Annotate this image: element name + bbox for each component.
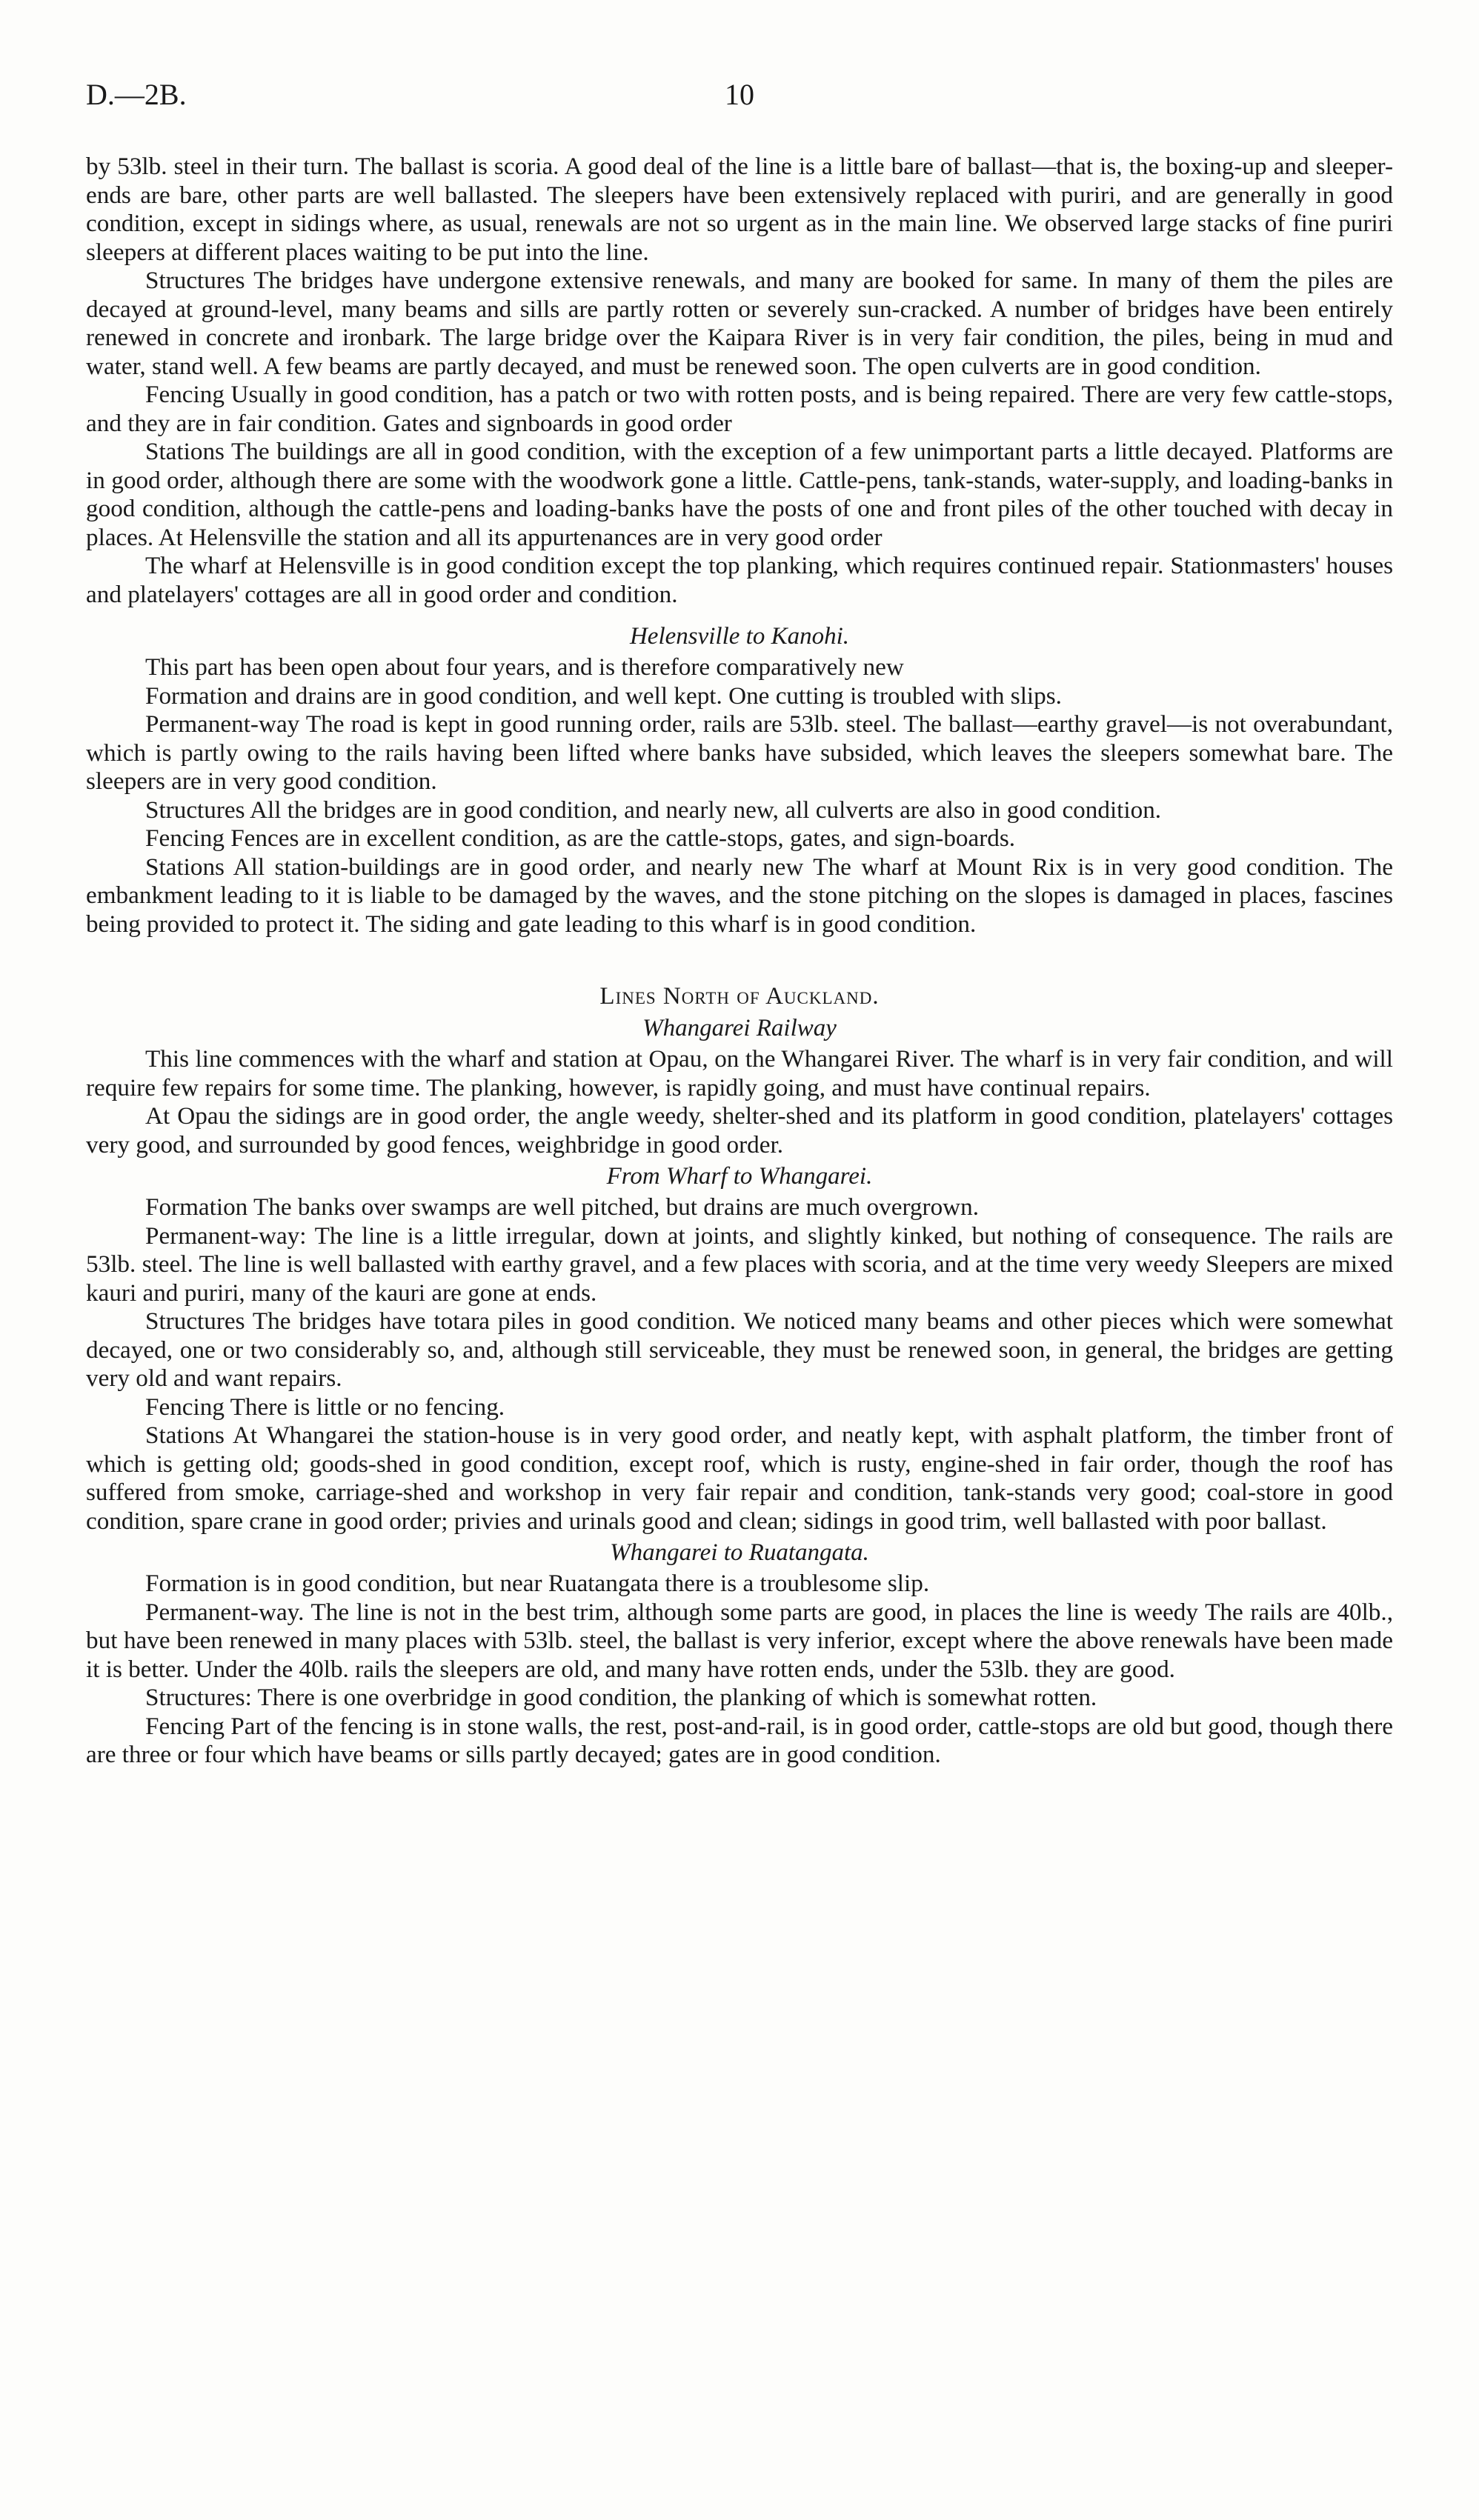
paragraph-ballast-sleepers: by 53lb. steel in their turn. The ballast is scoria. A good deal of the line is a little bare of ballast—that is, the boxing-up and sleeper-ends are bare, other parts are well ballasted. The sleepers have been extensively replaced with puriri, and are generally in good condition, except in sidings where, as usual, renewals are not so urgent as in the main line. We observed large stacks of fine puriri sleepers at different places waiting to be put into the line.	[86, 153, 1393, 266]
paragraph-permanent-way: Permanent-way. The line is not in the best trim, although some parts are good, in places the line is weedy The rails are 40lb., but have been renewed in many places with 53lb. steel, the ballast is very inferior, except where the above renewals have been made it is better. Under the 40lb. rails the sleepers are old, and many have rotten ends, under the 53lb. they are good.	[86, 1598, 1393, 1683]
paragraph-stations-mount-rix: Stations All station-buildings are in good order, and nearly new The wharf at Mount Rix is in very good condition. The embankment leading to it is liable to be damaged by the waves, and the stone pitching on the slopes is damaged in places, fascines being provided to protect it. The siding and gate leading to this wharf is in good condition.	[86, 853, 1393, 938]
paragraph-permanent-way: Permanent-way The road is kept in good running order, rails are 53lb. steel. The ballast—earthy gravel—is not overabundant, which is partly owing to the rails having been lifted where banks have subsided, which leaves the sleepers somewhat bare. The sleepers are in very good condition.	[86, 710, 1393, 795]
paragraph-formation-drains: Formation and drains are in good condition, and well kept. One cutting is troubled with slips.	[145, 681, 1062, 710]
document-body	[86, 153, 1393, 1770]
running-head	[86, 77, 1393, 121]
section-heading-helensville-kanohi: Helensville to Kanohi.	[629, 623, 850, 650]
paragraph-structures: Structures The bridges have undergone extensive renewals, and many are booked for same. In many of them the piles are decayed at ground-level, many beams and sills are partly rotten or severely sun-cracked. A number of bridges have been entirely renewed in concrete and ironbark. The large bridge over the Kaipara River is in very fair condition, the piles, being in mud and water, stand well. A few beams are partly decayed, and must be renewed soon. The open culverts are in good condition.	[86, 267, 1393, 380]
paragraph-stations: Stations The buildings are all in good condition, with the exception of a few unimportant parts a little decayed. Platforms are in good order, although there are some with the woodwork gone a little. Cattle-pens, tank-stands, water-supply, and loading-banks in good condition, although the cattle-pens and loading-banks have the posts of one and front piles of the other touched with decay in places. At Helensville the station and all its appurtenances are in very good order	[86, 438, 1393, 551]
paragraph-wharf-helensville: The wharf at Helensville is in good condition except the top planking, which requires continued repair. Stationmasters' houses and platelayers' cottages are all in good order and condition.	[86, 552, 1393, 608]
paragraph-fencing: Fencing There is little or no fencing.	[145, 1393, 505, 1421]
paragraph-formation: Formation The banks over swamps are well pitched, but drains are much overgrown.	[145, 1193, 980, 1221]
paragraph-structures: Structures All the bridges are in good condition, and nearly new, all culverts are also in good condition.	[145, 796, 1162, 824]
section-heading-wharf-to-whangarei: From Wharf to Whangarei.	[606, 1163, 873, 1190]
paragraph-fencing: Fencing Part of the fencing is in stone walls, the rest, post-and-rail, is in good order, cattle-stops are old but good, though there are three or four which have beams or sills partly decayed; gates are in good condition.	[86, 1712, 1393, 1768]
paragraph-line-commences: This line commences with the wharf and station at Opau, on the Whangarei River. The wharf is in very fair condition, and will require few repairs for some time. The planking, however, is rapidly going, and must have continual repairs.	[86, 1045, 1393, 1101]
section-heading-whangarei-railway: Whangarei Railway	[642, 1015, 837, 1041]
paragraph-formation: Formation is in good condition, but near Ruatangata there is a troublesome slip.	[145, 1570, 930, 1597]
paragraph-opau-sidings: At Opau the sidings are in good order, the angle weedy, shelter-shed and its platform in good condition, platelayers' cottages very good, and surrounded by good fences, weighbridge in good order.	[86, 1102, 1393, 1159]
paragraph-structures: Structures: There is one overbridge in good condition, the planking of which is somewhat rotten.	[145, 1684, 1097, 1711]
paragraph-stations-whangarei: Stations At Whangarei the station-house is in very good order, and neatly kept, with asphalt platform, the timber front of which is getting old; goods-shed in good condition, except roof, which is rusty, engine-shed in fair order, though the roof has suffered from smoke, carriage-shed and workshop in very fair repair and condition, tank-stands very good; coal-store in good condition, spare crane in good order; privies and urinals good and clean; sidings in good trim, well ballasted with poor ballast.	[86, 1421, 1393, 1535]
paragraph-fencing: Fencing Fences are in excellent condition, as are the cattle-stops, gates, and sign-boards.	[145, 824, 1016, 852]
paragraph-fencing: Fencing Usually in good condition, has a patch or two with rotten posts, and is being repaired. There are very few cattle-stops, and they are in fair condition. Gates and signboards in good order	[86, 381, 1393, 437]
page-number: 10	[725, 78, 754, 111]
paragraph-permanent-way: Permanent-way: The line is a little irregular, down at joints, and slightly kinked, but nothing of consequence. The rails are 53lb. steel. The line is well ballasted with earthy gravel, and a few places with scoria, and at the time very weedy Sleepers are mixed kauri and puriri, many of the kauri are gone at ends.	[86, 1221, 1393, 1307]
document-reference: D.—2B.	[86, 78, 187, 111]
paragraph-structures: Structures The bridges have totara piles in good condition. We noticed many beams and other pieces which were somewhat decayed, one or two considerably so, and, although still serviceable, they must be renewed soon, in general, the bridges are getting very old and want repairs.	[86, 1307, 1393, 1392]
section-heading-lines-north: Lines North of Auckland.	[599, 983, 880, 1010]
section-heading-whangarei-ruatangata: Whangarei to Ruatangata.	[610, 1539, 869, 1566]
paragraph-open-four-years: This part has been open about four years, and is therefore comparatively new	[145, 653, 904, 681]
